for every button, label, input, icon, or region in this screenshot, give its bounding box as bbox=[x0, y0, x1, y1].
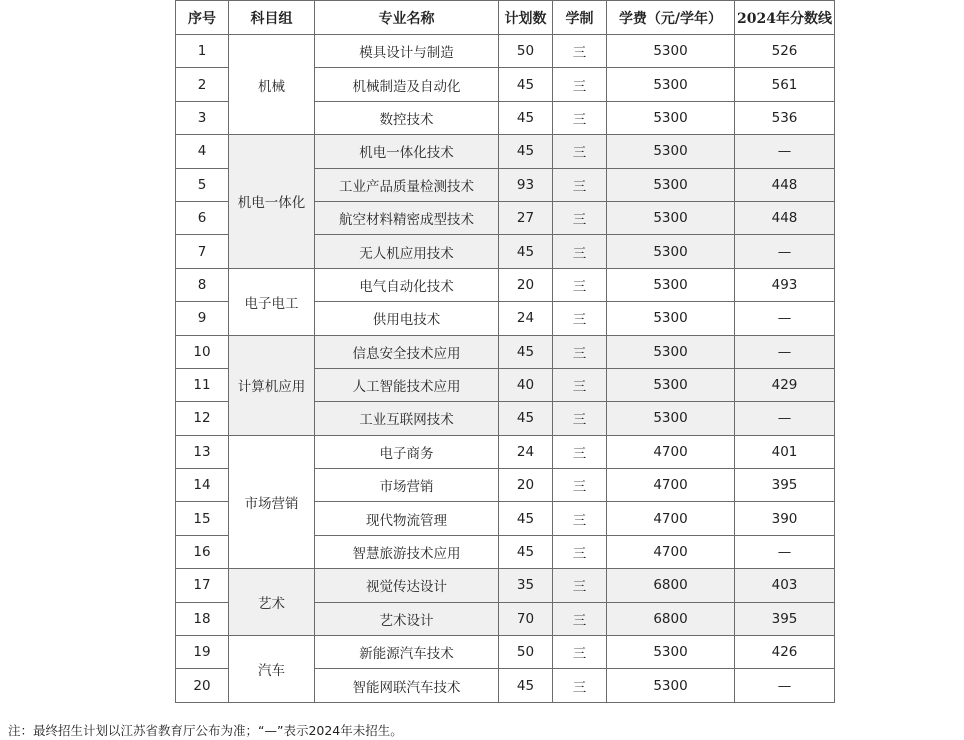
cell-major-name: 机械制造及自动化 bbox=[315, 68, 499, 101]
cell-score: — bbox=[735, 335, 835, 368]
cell-index: 4 bbox=[176, 135, 229, 168]
cell-subject-group: 机械 bbox=[229, 35, 315, 135]
cell-score: 448 bbox=[735, 201, 835, 234]
table-row bbox=[176, 135, 835, 168]
cell-score: — bbox=[735, 402, 835, 435]
cell-index: 16 bbox=[176, 535, 229, 568]
cell-index: 7 bbox=[176, 235, 229, 268]
cell-tuition: 4700 bbox=[607, 502, 735, 535]
cell-major-name: 数控技术 bbox=[315, 101, 499, 134]
cell-duration: 三 bbox=[553, 469, 607, 502]
enrollment-table bbox=[175, 0, 835, 703]
cell-subject-group: 市场营销 bbox=[229, 435, 315, 569]
cell-plan-count: 27 bbox=[499, 201, 553, 234]
cell-duration: 三 bbox=[553, 569, 607, 602]
header-subject-group: 科目组 bbox=[229, 1, 315, 35]
table-header-row bbox=[176, 1, 835, 35]
cell-score: — bbox=[735, 235, 835, 268]
cell-plan-count: 50 bbox=[499, 636, 553, 669]
cell-index: 12 bbox=[176, 402, 229, 435]
cell-score: 401 bbox=[735, 435, 835, 468]
cell-index: 14 bbox=[176, 469, 229, 502]
cell-duration: 三 bbox=[553, 669, 607, 702]
cell-plan-count: 45 bbox=[499, 68, 553, 101]
cell-index: 5 bbox=[176, 168, 229, 201]
cell-score: 536 bbox=[735, 101, 835, 134]
cell-plan-count: 45 bbox=[499, 101, 553, 134]
cell-subject-group: 汽车 bbox=[229, 636, 315, 703]
cell-major-name: 艺术设计 bbox=[315, 602, 499, 635]
cell-duration: 三 bbox=[553, 235, 607, 268]
cell-major-name: 无人机应用技术 bbox=[315, 235, 499, 268]
cell-index: 19 bbox=[176, 636, 229, 669]
cell-major-name: 机电一体化技术 bbox=[315, 135, 499, 168]
cell-subject-group: 艺术 bbox=[229, 569, 315, 636]
cell-index: 10 bbox=[176, 335, 229, 368]
cell-score: 493 bbox=[735, 268, 835, 301]
cell-score: — bbox=[735, 535, 835, 568]
footnote: 注：最终招生计划以江苏省教育厅公布为准；“—”表示2024年未招生。 bbox=[8, 723, 403, 738]
cell-plan-count: 45 bbox=[499, 335, 553, 368]
cell-index: 9 bbox=[176, 302, 229, 335]
cell-major-name: 供用电技术 bbox=[315, 302, 499, 335]
cell-score: 448 bbox=[735, 168, 835, 201]
cell-score: 561 bbox=[735, 68, 835, 101]
cell-duration: 三 bbox=[553, 402, 607, 435]
cell-major-name: 工业互联网技术 bbox=[315, 402, 499, 435]
cell-plan-count: 45 bbox=[499, 402, 553, 435]
cell-plan-count: 45 bbox=[499, 135, 553, 168]
cell-score: — bbox=[735, 135, 835, 168]
cell-major-name: 电气自动化技术 bbox=[315, 268, 499, 301]
cell-plan-count: 20 bbox=[499, 268, 553, 301]
cell-duration: 三 bbox=[553, 35, 607, 68]
cell-duration: 三 bbox=[553, 135, 607, 168]
header-plan-count: 计划数 bbox=[499, 1, 553, 35]
cell-score: 395 bbox=[735, 602, 835, 635]
cell-major-name: 模具设计与制造 bbox=[315, 35, 499, 68]
cell-score: 395 bbox=[735, 469, 835, 502]
cell-subject-group: 电子电工 bbox=[229, 268, 315, 335]
cell-major-name: 航空材料精密成型技术 bbox=[315, 201, 499, 234]
cell-duration: 三 bbox=[553, 435, 607, 468]
cell-tuition: 5300 bbox=[607, 68, 735, 101]
cell-tuition: 5300 bbox=[607, 201, 735, 234]
cell-tuition: 6800 bbox=[607, 569, 735, 602]
table-row bbox=[176, 435, 835, 468]
cell-score: 526 bbox=[735, 35, 835, 68]
table-row bbox=[176, 268, 835, 301]
cell-major-name: 工业产品质量检测技术 bbox=[315, 168, 499, 201]
cell-tuition: 5300 bbox=[607, 235, 735, 268]
cell-plan-count: 35 bbox=[499, 569, 553, 602]
cell-subject-group: 计算机应用 bbox=[229, 335, 315, 435]
cell-index: 1 bbox=[176, 35, 229, 68]
cell-duration: 三 bbox=[553, 368, 607, 401]
cell-tuition: 5300 bbox=[607, 368, 735, 401]
cell-tuition: 4700 bbox=[607, 535, 735, 568]
cell-score: — bbox=[735, 669, 835, 702]
header-index: 序号 bbox=[176, 1, 229, 35]
cell-duration: 三 bbox=[553, 535, 607, 568]
cell-tuition: 5300 bbox=[607, 669, 735, 702]
cell-plan-count: 93 bbox=[499, 168, 553, 201]
cell-tuition: 5300 bbox=[607, 101, 735, 134]
cell-tuition: 6800 bbox=[607, 602, 735, 635]
cell-plan-count: 40 bbox=[499, 368, 553, 401]
cell-index: 8 bbox=[176, 268, 229, 301]
cell-major-name: 智慧旅游技术应用 bbox=[315, 535, 499, 568]
header-duration: 学制 bbox=[553, 1, 607, 35]
table-row bbox=[176, 636, 835, 669]
cell-major-name: 信息安全技术应用 bbox=[315, 335, 499, 368]
cell-duration: 三 bbox=[553, 101, 607, 134]
cell-tuition: 5300 bbox=[607, 35, 735, 68]
cell-tuition: 4700 bbox=[607, 435, 735, 468]
cell-tuition: 5300 bbox=[607, 302, 735, 335]
cell-duration: 三 bbox=[553, 201, 607, 234]
cell-duration: 三 bbox=[553, 68, 607, 101]
cell-tuition: 5300 bbox=[607, 168, 735, 201]
cell-major-name: 市场营销 bbox=[315, 469, 499, 502]
cell-score: 390 bbox=[735, 502, 835, 535]
cell-plan-count: 24 bbox=[499, 302, 553, 335]
cell-tuition: 5300 bbox=[607, 402, 735, 435]
cell-index: 3 bbox=[176, 101, 229, 134]
cell-plan-count: 45 bbox=[499, 502, 553, 535]
header-tuition: 学费（元/学年） bbox=[607, 1, 735, 35]
cell-index: 15 bbox=[176, 502, 229, 535]
table-row bbox=[176, 335, 835, 368]
table-row bbox=[176, 35, 835, 68]
cell-duration: 三 bbox=[553, 502, 607, 535]
cell-score: 429 bbox=[735, 368, 835, 401]
cell-score: 403 bbox=[735, 569, 835, 602]
cell-plan-count: 45 bbox=[499, 535, 553, 568]
cell-index: 17 bbox=[176, 569, 229, 602]
cell-duration: 三 bbox=[553, 602, 607, 635]
cell-duration: 三 bbox=[553, 636, 607, 669]
cell-score: 426 bbox=[735, 636, 835, 669]
cell-duration: 三 bbox=[553, 168, 607, 201]
cell-index: 13 bbox=[176, 435, 229, 468]
cell-index: 18 bbox=[176, 602, 229, 635]
cell-duration: 三 bbox=[553, 302, 607, 335]
cell-plan-count: 70 bbox=[499, 602, 553, 635]
cell-index: 6 bbox=[176, 201, 229, 234]
cell-plan-count: 50 bbox=[499, 35, 553, 68]
cell-tuition: 5300 bbox=[607, 268, 735, 301]
cell-plan-count: 24 bbox=[499, 435, 553, 468]
cell-tuition: 5300 bbox=[607, 135, 735, 168]
cell-major-name: 新能源汽车技术 bbox=[315, 636, 499, 669]
cell-index: 2 bbox=[176, 68, 229, 101]
header-major-name: 专业名称 bbox=[315, 1, 499, 35]
cell-index: 11 bbox=[176, 368, 229, 401]
cell-plan-count: 20 bbox=[499, 469, 553, 502]
cell-index: 20 bbox=[176, 669, 229, 702]
cell-major-name: 智能网联汽车技术 bbox=[315, 669, 499, 702]
cell-subject-group: 机电一体化 bbox=[229, 135, 315, 269]
cell-duration: 三 bbox=[553, 268, 607, 301]
table-row bbox=[176, 569, 835, 602]
cell-tuition: 5300 bbox=[607, 335, 735, 368]
cell-tuition: 5300 bbox=[607, 636, 735, 669]
header-score-2024: 2024年分数线 bbox=[735, 1, 835, 35]
cell-tuition: 4700 bbox=[607, 469, 735, 502]
cell-score: — bbox=[735, 302, 835, 335]
cell-major-name: 现代物流管理 bbox=[315, 502, 499, 535]
cell-major-name: 视觉传达设计 bbox=[315, 569, 499, 602]
cell-major-name: 电子商务 bbox=[315, 435, 499, 468]
cell-duration: 三 bbox=[553, 335, 607, 368]
cell-plan-count: 45 bbox=[499, 235, 553, 268]
cell-major-name: 人工智能技术应用 bbox=[315, 368, 499, 401]
cell-plan-count: 45 bbox=[499, 669, 553, 702]
table-body bbox=[176, 35, 835, 703]
